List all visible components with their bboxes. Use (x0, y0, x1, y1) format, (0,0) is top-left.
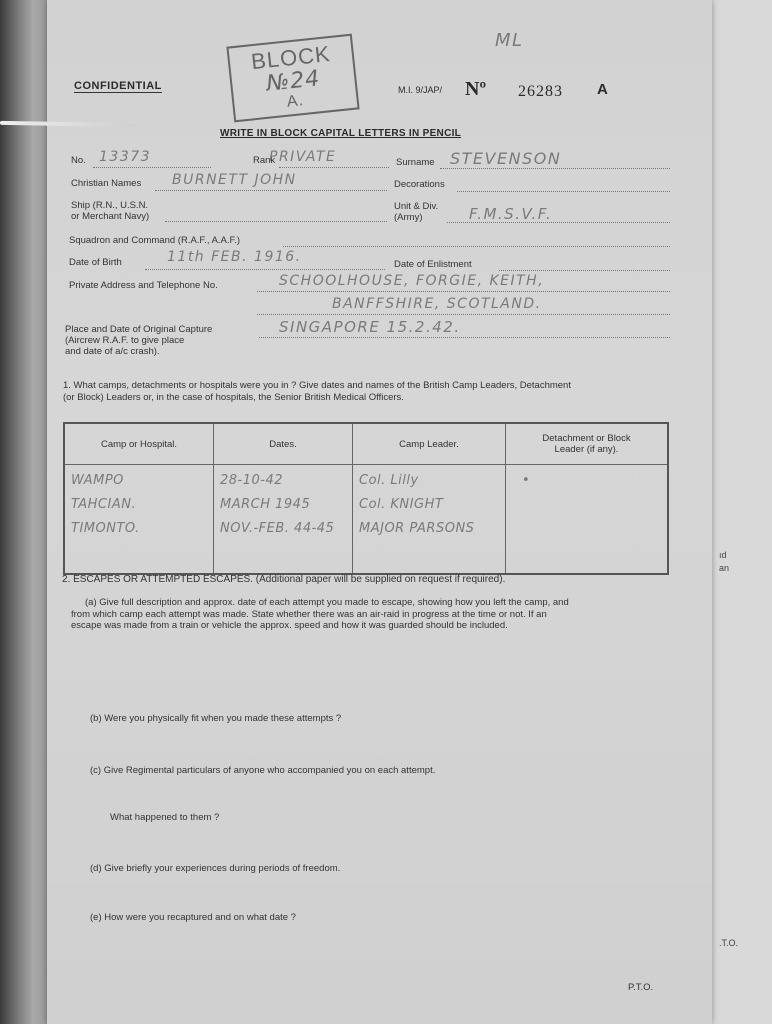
surname-label: Surname (396, 157, 435, 168)
rank-label: Rank (253, 155, 276, 166)
stamp-number: №24 (265, 66, 322, 97)
underlying-text-fragment: ıd (719, 550, 727, 560)
column-header: Camp Leader. (353, 423, 506, 465)
corner-initials: ML (495, 30, 524, 51)
column-header-text: Detachment or Block Leader (if any). (542, 433, 631, 455)
unit-label-line: Unit & Div. (394, 201, 439, 212)
question-2e: (e) How were you recaptured and on what date ? (90, 912, 296, 923)
capture-label (65, 324, 212, 357)
question-2a-line: from which camp each attempt was made. State whether there was an air-raid in progress at the time or not. If an (71, 608, 547, 620)
decorations-label: Decorations (394, 179, 445, 190)
underlying-text-fragment: .T.O. (719, 938, 739, 948)
column-header (506, 423, 669, 465)
capture-label-line: (Aircrew R.A.F. to give place (65, 335, 185, 346)
camp-entry: TIMONTO. (71, 521, 140, 536)
ship-label-line: or Merchant Navy) (71, 211, 150, 222)
table-header-row (64, 423, 668, 465)
address-line-1: SCHOOLHOUSE, FORGIE, KEITH, (279, 273, 545, 289)
instruction-heading: WRITE IN BLOCK CAPITAL LETTERS IN PENCIL (220, 128, 462, 139)
camps-cell (64, 465, 214, 575)
camps-table (63, 422, 669, 575)
question-2a-line: escape was made from a train or vehicle the approx. speed and how it was guarded should be included. (71, 620, 508, 631)
dates-cell (214, 465, 353, 575)
question-2c-followup: What happened to them ? (110, 812, 220, 823)
enlistment-label: Date of Enlistment (394, 259, 472, 270)
detachment-mark: • (522, 473, 531, 488)
date-entry: 28-10-42 (220, 473, 284, 488)
service-number-value: 13373 (99, 149, 152, 165)
squadron-label: Squadron and Command (R.A.F., A.A.F.) (69, 235, 241, 246)
question-1-line: (or Block) Leaders or, in the case of hospitals, the Senior British Medical Officers. (63, 391, 404, 403)
capture-label-line: and date of a/c crash). (65, 346, 160, 357)
date-of-birth-label: Date of Birth (69, 257, 122, 268)
address-label: Private Address and Telephone No. (69, 280, 218, 291)
unit-label (394, 201, 438, 223)
ship-label (71, 200, 149, 222)
stamp-line: BLOCK (249, 41, 332, 75)
surname-value: STEVENSON (450, 149, 562, 168)
camp-entry: TAHCIAN. (71, 497, 137, 512)
rank-value: PRIVATE (269, 149, 337, 165)
leader-entry: MAJOR PARSONS (359, 521, 475, 536)
leader-entry: Col. Lilly (359, 473, 419, 488)
number-symbol: Nº (465, 78, 487, 100)
detachment-cell (506, 465, 669, 575)
column-header: Dates. (214, 423, 353, 465)
date-of-birth-value: 11th FEB. 1916. (167, 249, 302, 265)
question-2-heading: 2. ESCAPES OR ATTEMPTED ESCAPES. (Additional paper will be supplied on request if required). (62, 574, 506, 585)
mi-reference: M.I. 9/JAP/ (398, 85, 443, 95)
question-2a-line: (a) Give full description and approx. date of each attempt you made to escape, showing how you left the camp, and (85, 597, 569, 608)
question-1-line: 1. What camps, detachments or hospitals were you in ? Give dates and names of the British Camp Leaders, Detachment (63, 380, 571, 391)
block-stamp (226, 34, 359, 123)
form-sheet (47, 0, 712, 1024)
date-entry: NOV.-FEB. 44-45 (220, 521, 335, 536)
camp-entry: WAMPO (71, 473, 124, 488)
question-1 (63, 380, 571, 403)
unit-value: F.M.S.V.F. (469, 205, 553, 223)
question-2b: (b) Were you physically fit when you made these attempts ? (90, 713, 342, 724)
confidential-label: CONFIDENTIAL (74, 80, 162, 92)
serial-number: 26283 (518, 83, 563, 100)
christian-names-label: Christian Names (71, 178, 142, 189)
stamp-line: A. (286, 92, 305, 111)
question-2a (71, 597, 569, 632)
leaders-cell (353, 465, 506, 575)
table-row (64, 465, 668, 575)
ship-label-line: Ship (R.N., U.S.N. (71, 200, 149, 211)
question-2c: (c) Give Regimental particulars of anyone who accompanied you on each attempt. (90, 765, 436, 776)
question-2d: (d) Give briefly your experiences during periods of freedom. (90, 863, 341, 874)
capture-value: SINGAPORE 15.2.42. (279, 318, 461, 336)
address-line-2: BANFFSHIRE, SCOTLAND. (332, 296, 542, 312)
serial-suffix: A (597, 81, 608, 98)
underlying-text-fragment: an (719, 563, 730, 573)
christian-names-value: BURNETT JOHN (172, 172, 297, 188)
no-label: No. (71, 155, 86, 166)
pto-label: P.T.O. (628, 982, 654, 993)
capture-label-line: Place and Date of Original Capture (65, 324, 213, 335)
leader-entry: Col. KNIGHT (359, 497, 444, 512)
column-header: Camp or Hospital. (64, 423, 214, 465)
unit-label-line: (Army) (394, 212, 423, 223)
date-entry: MARCH 1945 (220, 497, 311, 512)
